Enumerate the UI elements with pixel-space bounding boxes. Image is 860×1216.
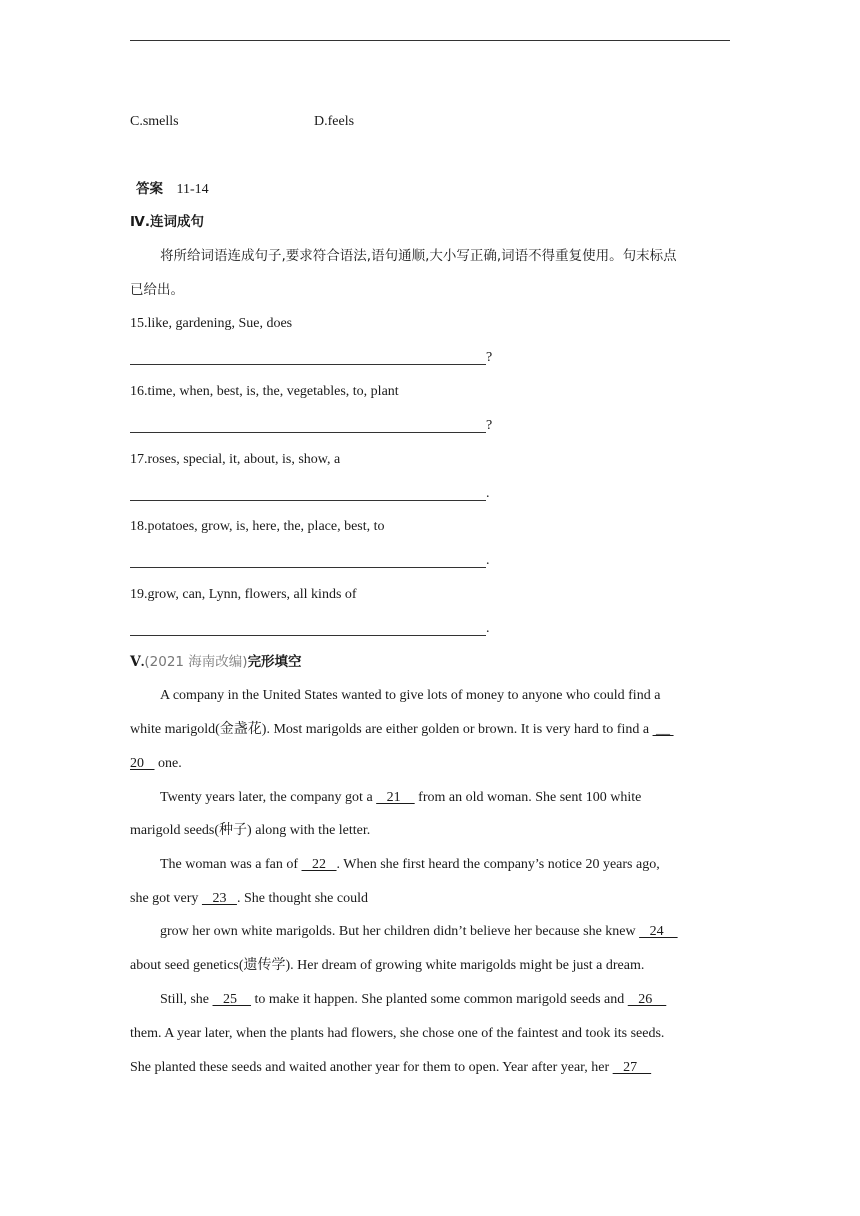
- passage-p1-line3: [130, 754, 182, 774]
- passage-p5-text-c: She planted these seeds and waited another year for them to open. Year after year, her: [130, 1060, 613, 1075]
- passage-p3-text-a: The woman was a fan of: [160, 857, 302, 872]
- blank-22[interactable]: 22: [301, 857, 337, 872]
- passage-p2-text-a: Twenty years later, the company got a: [160, 790, 377, 805]
- passage-p2-text-b: from an old woman. She sent 100 white: [414, 790, 642, 805]
- passage-p1-line3-text: one.: [154, 756, 182, 771]
- passage-p5-text-b: to make it happen. She planted some common marigold seeds and: [251, 992, 628, 1007]
- item-15-end-mark: ?: [486, 350, 493, 365]
- passage-p2-line2: marigold seeds(种子) along with the letter.: [130, 823, 371, 838]
- item-16-end-mark: ?: [486, 418, 493, 433]
- passage-p3-text-d: . She thought she could: [236, 891, 368, 906]
- blank-27[interactable]: 27: [612, 1060, 652, 1075]
- section4-instruction-line1: 将所给词语连成句子,要求符合语法,语句通顺,大小写正确,词语不得重复使用。句末标点: [160, 248, 677, 264]
- blank-23[interactable]: 23: [201, 891, 237, 906]
- item-17-end-mark: .: [486, 486, 490, 501]
- passage-p1-line2-text: white marigold(金盏花). Most marigolds are either golden or brown. It is very hard to find a: [130, 722, 653, 737]
- blank-24[interactable]: 24: [639, 924, 678, 939]
- answer-label: 答案: [136, 181, 163, 197]
- passage-p5-line3: [130, 1058, 651, 1078]
- blank-21[interactable]: 21: [376, 790, 415, 805]
- item-19-prompt: 19.grow, can, Lynn, flowers, all kinds of: [130, 587, 357, 602]
- passage-p4-text-a: grow her own white marigolds. But her children didn’t believe her because she knew: [160, 924, 640, 939]
- passage-p3-line1: [160, 855, 660, 875]
- item-19-end-mark: .: [486, 621, 490, 636]
- section4-title: Ⅳ.连词成句: [130, 214, 204, 230]
- item-16-prompt: 16.time, when, best, is, the, vegetables, to, plant: [130, 384, 399, 399]
- passage-p4-line2: about seed genetics(遗传学). Her dream of growing white marigolds might be just a dream.: [130, 958, 645, 973]
- item-17-answer-line[interactable]: [130, 500, 486, 501]
- item-18-prompt: 18.potatoes, grow, is, here, the, place, best, to: [130, 519, 385, 534]
- passage-p1-line2: [130, 720, 674, 740]
- option-d: D.feels: [314, 114, 355, 129]
- item-18-answer-line[interactable]: [130, 567, 486, 568]
- blank-25[interactable]: 25: [212, 992, 252, 1007]
- passage-p3-text-b: . When she first heard the company’s notice 20 years ago,: [336, 857, 660, 872]
- item-16-answer-line[interactable]: [130, 432, 486, 433]
- section5-heading: [130, 652, 302, 673]
- passage-p3-line2: [130, 889, 368, 909]
- section4-instruction-line2: 已给出。: [130, 282, 184, 298]
- answer-value: 11-14: [176, 182, 209, 197]
- passage-p2-line1: [160, 788, 641, 808]
- passage-p5-line1: [160, 990, 666, 1010]
- blank-26[interactable]: 26: [627, 992, 667, 1007]
- passage-p5-text-a: Still, she: [160, 992, 213, 1007]
- item-17-prompt: 17.roses, special, it, about, is, show, a: [130, 452, 341, 467]
- blank-20-part2[interactable]: 20: [130, 756, 155, 771]
- passage-p5-line2: them. A year later, when the plants had flowers, she chose one of the faintest and took its seeds.: [130, 1026, 665, 1041]
- passage-p4-line1: [160, 922, 678, 942]
- blank-20-part1[interactable]: __: [652, 722, 674, 737]
- header-rule: [130, 40, 730, 41]
- item-19-answer-line[interactable]: [130, 635, 486, 636]
- item-15-prompt: 15.like, gardening, Sue, does: [130, 316, 293, 331]
- section5-prefix: Ⅴ.: [130, 655, 145, 670]
- answer-line: [136, 179, 209, 200]
- section5-title: 完形填空: [247, 654, 302, 670]
- item-18-end-mark: .: [486, 553, 490, 568]
- passage-p3-text-c: she got very: [130, 891, 202, 906]
- passage-p1-line1: A company in the United States wanted to give lots of money to anyone who could find a: [160, 688, 661, 703]
- section5-source: (2021 海南改编): [144, 654, 248, 670]
- option-c: C.smells: [130, 114, 179, 129]
- item-15-answer-line[interactable]: [130, 364, 486, 365]
